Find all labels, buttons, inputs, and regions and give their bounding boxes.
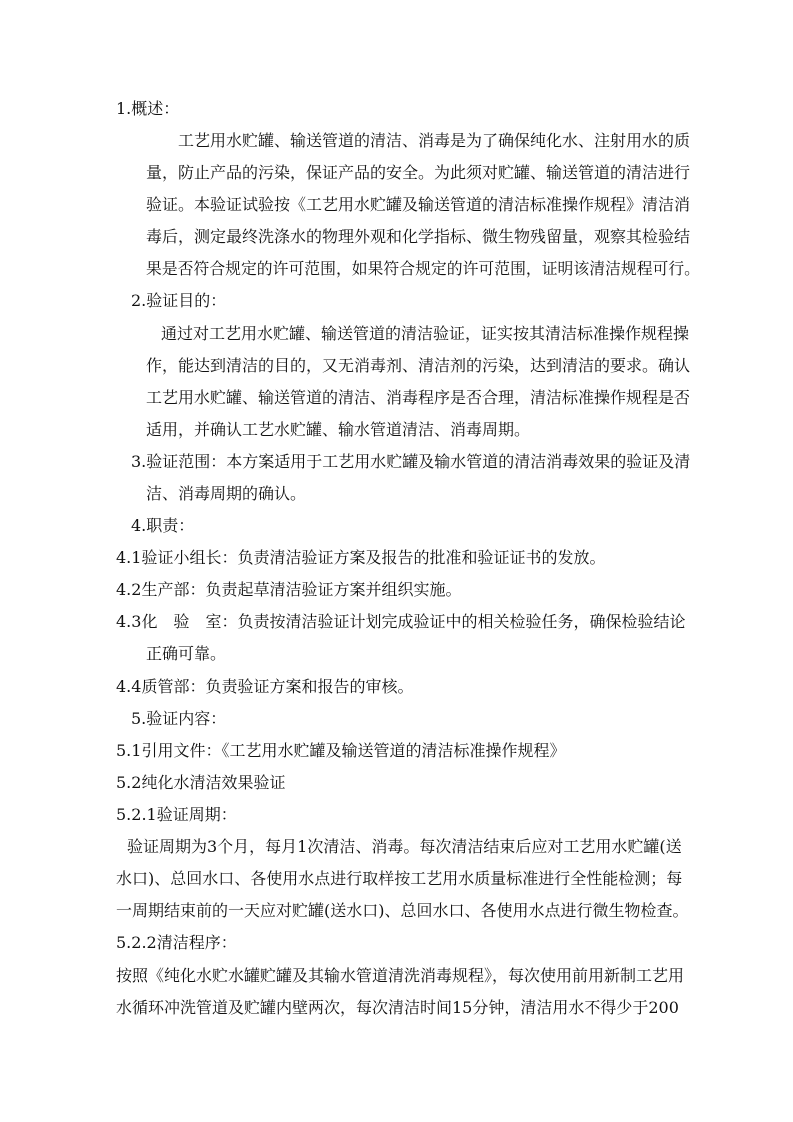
paragraph-line: 水循环冲洗管道及贮罐内壁两次，每次清洁时间15分钟，清洁用水不得少于200 (116, 998, 679, 1017)
subheading: 5.2.2清洁程序： (116, 933, 237, 952)
paragraph-line: 果是否符合规定的许可范围，如果符合规定的许可范围，证明该清洁规程可行。 (146, 259, 701, 278)
paragraph-line: 作，能达到清洁的目的，又无消毒剂、清洁剂的污染，达到清洁的要求。确认 (146, 356, 691, 375)
paragraph-line: 量，防止产品的污染，保证产品的安全。为此须对贮罐、输送管道的清洁进行 (146, 163, 691, 182)
paragraph-line: 通过对工艺用水贮罐、输送管道的清洁验证，证实按其清洁标准操作规程操 (161, 324, 690, 343)
list-item: 5.2纯化水清洁效果验证 (116, 773, 286, 792)
paragraph-line: 按照《纯化水贮水罐贮罐及其输水管道清洗消毒规程》，每次使用前用新制工艺用 (116, 966, 685, 985)
paragraph-line: 一周期结束前的一天应对贮罐(送水口)、总回水口、各使用水点进行微生物检查。 (116, 901, 689, 920)
list-item: 4.3化 验 室：负责按清洁验证计划完成验证中的相关检验任务，确保检验结论 (116, 612, 686, 631)
heading-overview: 1.概述： (116, 99, 180, 118)
list-item: 4.2生产部：负责起草清洁验证方案并组织实施。 (116, 580, 462, 599)
paragraph-line: 验证周期为3个月，每月1次清洁、消毒。每次清洁结束后应对工艺用水贮罐(送 (127, 837, 682, 856)
paragraph-line: 毒后，测定最终洗涤水的物理外观和化学指标、微生物残留量，观察其检验结 (146, 227, 691, 246)
heading-responsibilities: 4.职责： (131, 516, 195, 535)
paragraph-line: 工艺用水贮罐、输送管道的清洁、消毒是为了确保纯化水、注射用水的质 (178, 131, 691, 150)
paragraph-line: 正确可靠。 (146, 644, 227, 663)
paragraph-line: 工艺用水贮罐、输送管道的清洁、消毒程序是否合理，清洁标准操作规程是否 (146, 388, 691, 407)
paragraph-line: 验证。本验证试验按《工艺用水贮罐及输送管道的清洁标准操作规程》清洁消 (146, 195, 691, 214)
heading-content: 5.验证内容： (131, 709, 227, 728)
heading-purpose: 2.验证目的： (131, 291, 227, 310)
heading-scope: 3.验证范围：本方案适用于工艺用水贮罐及输水管道的清洁消毒效果的验证及清 (131, 452, 691, 471)
subheading: 5.2.1验证周期： (116, 805, 237, 824)
paragraph-line: 洁、消毒周期的确认。 (146, 484, 307, 503)
list-item: 4.4质管部：负责验证方案和报告的审核。 (116, 677, 414, 696)
paragraph-line: 适用，并确认工艺水贮罐、输水管道清洁、消毒周期。 (146, 420, 531, 439)
list-item: 5.1引用文件：《工艺用水贮罐及输送管道的清洁标准操作规程》 (116, 741, 566, 760)
paragraph-line: 水口)、总回水口、各使用水点进行取样按工艺用水质量标准进行全性能检测；每 (116, 869, 683, 888)
list-item: 4.1验证小组长：负责清洁验证方案及报告的批准和验证证书的发放。 (116, 548, 606, 567)
